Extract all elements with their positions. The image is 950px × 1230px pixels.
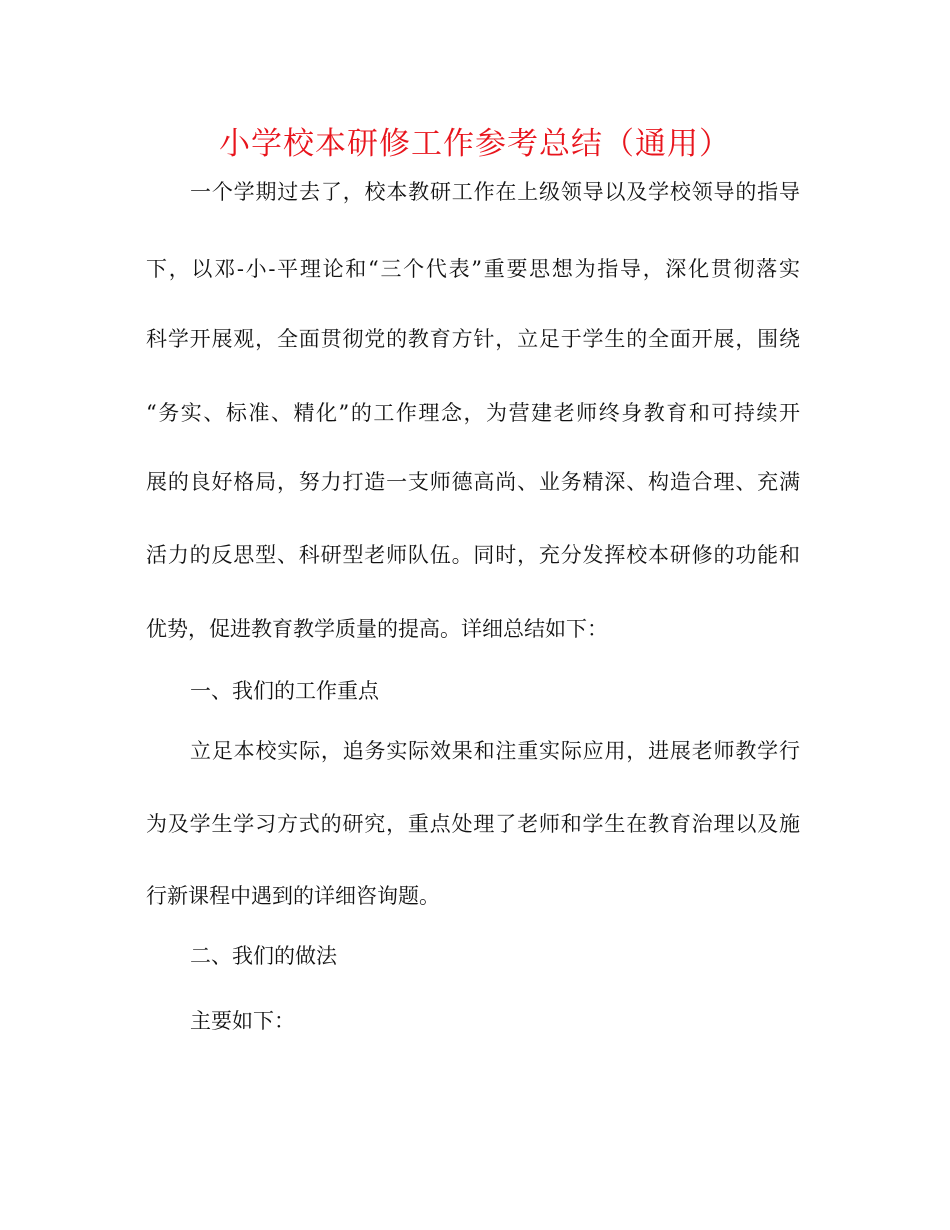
paragraph-line: 活力的反思型、科研型老师队伍。同时，充分发挥校本研修的功能和 [146, 543, 800, 567]
section-heading: 二、我们的做法 [190, 944, 337, 968]
paragraph-line: 科学开展观，全面贯彻党的教育方针，立足于学生的全面开展，围绕 [146, 327, 800, 351]
paragraph-line: 一个学期过去了，校本教研工作在上级领导以及学校领导的指导 [190, 180, 800, 204]
section-heading: 一、我们的工作重点 [190, 679, 379, 703]
paragraph-line: 优势，促进教育教学质量的提高。详细总结如下： [146, 617, 608, 641]
paragraph-line: “务实、标准、精化”的工作理念，为营建老师终身教育和可持续开 [146, 401, 800, 425]
paragraph-line: 为及学生学习方式的研究，重点处理了老师和学生在教育治理以及施 [146, 812, 800, 836]
paragraph-line: 下，以邓-小-平理论和“三个代表”重要思想为指导，深化贯彻落实 [146, 257, 800, 281]
document-title: 小学校本研修工作参考总结（通用） [219, 126, 731, 162]
paragraph-line: 展的良好格局，努力打造一支师德高尚、业务精深、构造合理、充满 [146, 470, 800, 494]
paragraph-line: 立足本校实际，追务实际效果和注重实际应用，进展老师教学行 [190, 739, 800, 763]
paragraph-line: 行新课程中遇到的详细咨询题。 [146, 884, 440, 908]
paragraph-line: 主要如下： [190, 1009, 295, 1033]
